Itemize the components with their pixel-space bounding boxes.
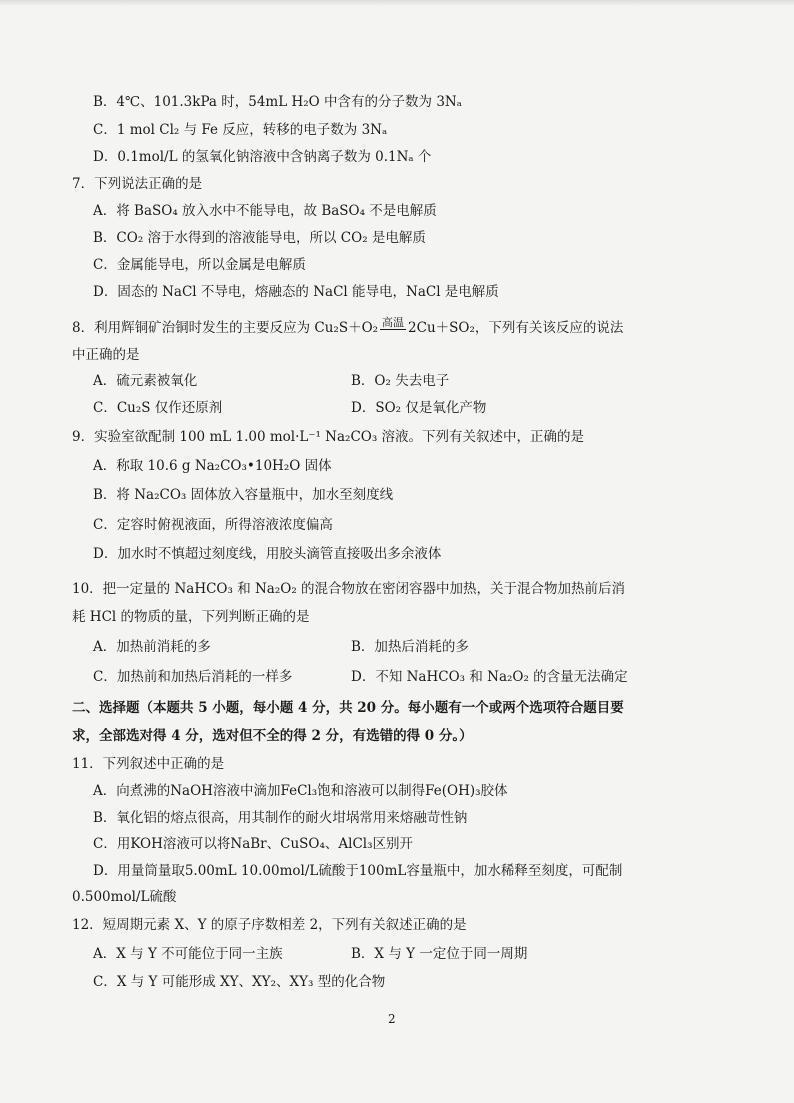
q10-option-c: C．加热前和加热后消耗的一样多 xyxy=(93,669,293,685)
q8-option-b: B．O₂ 失去电子 xyxy=(351,373,450,389)
section-2-heading-cont: 求，全部选对得 4 分，选对但不全的得 2 分，有选错的得 0 分。） xyxy=(72,728,473,744)
q8-options-row1 xyxy=(93,371,763,391)
q10-option-d: D．不知 NaHCO₃ 和 Na₂O₂ 的含量无法确定 xyxy=(351,669,628,685)
q7-option-d: D．固态的 NaCl 不导电，熔融态的 NaCl 能导电，NaCl 是电解质 xyxy=(93,284,499,300)
q6-option-b: B．4℃、101.3kPa 时，54mL H₂O 中含有的分子数为 3Nₐ xyxy=(93,94,462,110)
q10-stem: 10．把一定量的 NaHCO₃ 和 Na₂O₂ 的混合物放在密闭容器中加热，关于混合物加热前后消 xyxy=(72,581,626,597)
q8-stem-cont: 中正确的是 xyxy=(72,347,140,363)
q8-options-row2 xyxy=(93,398,763,418)
q8-stem-pre: 8．利用辉铜矿治铜时发生的主要反应为 Cu₂S＋O₂ xyxy=(72,320,379,336)
scan-edge xyxy=(0,0,794,6)
q8-stem-post: 2Cu＋SO₂，下列有关该反应的说法 xyxy=(408,320,624,336)
q12-options-row1 xyxy=(93,944,763,964)
q7-option-c: C．金属能导电，所以金属是电解质 xyxy=(93,257,306,273)
q11-option-d: D．用量筒量取5.00mL 10.00mol/L硫酸于100mL容量瓶中，加水稀释至刻度，可配制 xyxy=(93,863,623,879)
q12-stem: 12．短周期元素 X、Y 的原子序数相差 2，下列有关叙述正确的是 xyxy=(72,917,467,933)
q11-option-c: C．用KOH溶液可以将NaBr、CuSO₄、AlCl₃区别开 xyxy=(93,836,414,852)
q12-option-b: B．X 与 Y 一定位于同一周期 xyxy=(351,946,528,962)
q11-option-a: A．向煮沸的NaOH溶液中滴加FeCl₃饱和溶液可以制得Fe(OH)₃胶体 xyxy=(93,783,508,799)
q10-option-a: A．加热前消耗的多 xyxy=(93,639,211,655)
q10-option-b: B．加热后消耗的多 xyxy=(351,639,469,655)
q8-option-d: D．SO₂ 仅是氧化产物 xyxy=(351,400,487,416)
section-2-heading: 二、选择题（本题共 5 小题，每小题 4 分，共 20 分。每小题有一个或两个选项符合题目要 xyxy=(72,700,624,716)
q11-option-d-cont: 0.500mol/L硫酸 xyxy=(72,889,177,905)
q9-stem: 9．实验室欲配制 100 mL 1.00 mol·L⁻¹ Na₂CO₃ 溶液。下列有关叙述中，正确的是 xyxy=(72,429,585,445)
q10-options-row1 xyxy=(93,637,763,657)
q9-option-d: D．加水时不慎超过刻度线，用胶头滴管直接吸出多余液体 xyxy=(93,546,442,562)
q9-option-a: A．称取 10.6 g Na₂CO₃•10H₂O 固体 xyxy=(93,458,332,474)
q10-stem-cont: 耗 HCl 的物质的量，下列判断正确的是 xyxy=(72,609,310,625)
q12-option-a: A．X 与 Y 不可能位于同一主族 xyxy=(93,946,283,962)
q6-option-c: C．1 mol Cl₂ 与 Fe 反应，转移的电子数为 3Nₐ xyxy=(93,122,388,138)
q9-option-b: B．将 Na₂CO₃ 固体放入容量瓶中，加水至刻度线 xyxy=(93,487,394,503)
q12-option-c: C．X 与 Y 可能形成 XY、XY₂、XY₃ 型的化合物 xyxy=(93,974,386,990)
q11-stem: 11．下列叙述中正确的是 xyxy=(72,756,225,772)
q10-options-row2 xyxy=(93,667,763,687)
q7-option-b: B．CO₂ 溶于水得到的溶液能导电，所以 CO₂ 是电解质 xyxy=(93,230,426,246)
q8-option-c: C．Cu₂S 仅作还原剂 xyxy=(93,400,223,416)
page-number: 2 xyxy=(388,1012,396,1026)
q8-option-a: A．硫元素被氧化 xyxy=(93,373,198,389)
q9-option-c: C．定容时俯视液面，所得溶液浓度偏高 xyxy=(93,517,333,533)
q6-option-d: D．0.1mol/L 的氢氧化钠溶液中含钠离子数为 0.1Nₐ 个 xyxy=(93,149,432,165)
q8-stem xyxy=(72,318,742,338)
q7-stem: 7．下列说法正确的是 xyxy=(72,176,203,192)
reaction-condition: 高温 xyxy=(382,316,405,329)
q7-option-a: A．将 BaSO₄ 放入水中不能导电，故 BaSO₄ 不是电解质 xyxy=(93,203,437,219)
q11-option-b: B．氧化铝的熔点很高，用其制作的耐火坩埚常用来熔融苛性钠 xyxy=(93,810,468,826)
